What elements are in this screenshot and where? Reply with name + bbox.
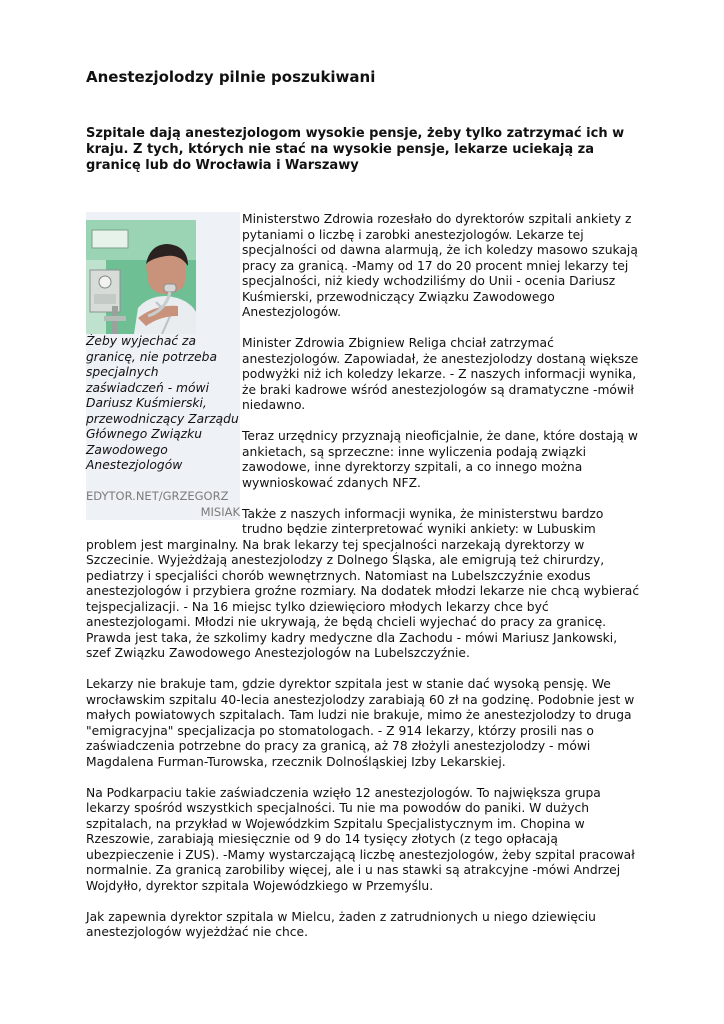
photo-credit <box>86 489 240 520</box>
anesthesiologist-photo-icon <box>86 220 196 334</box>
article-body <box>86 212 644 956</box>
photo-box <box>86 212 240 520</box>
article-lead: Szpitale dają anestezjologom wysokie pensje, żeby tylko zatrzymać ich w kraju. Z tych, których nie stać na wysokie pensje, lekarze uciekają za granicę lub do Wrocławia i Warszawy <box>86 126 625 173</box>
paragraph-5: Lekarzy nie brakuje tam, gdzie dyrektor szpitala jest w stanie dać wysoką pensję. We wrocławskim szpitalu 40-lecia anestezjolodzy zarabiają 60 zł na godzinę. Podobnie jest w małych powiatowych szpitalach. Tam ludzi nie brakuje, mimo że anestezjolodzy to druga "emigracyjna" specjalizacja po stomatologach. - Z 914 lekarzy, którzy prosili nas o zaświadczenia potrzebne do pracy za granicą, aż 78 złożyli anestezjolodzy - mówi Magdalena Furman-Turowska, rzecznik Dolnośląskiej Izby Lekarskiej. <box>86 677 635 769</box>
paragraph-2: Minister Zdrowia Zbigniew Religa chciał zatrzymać anestezjologów. Zapowiadał, że anestezjolodzy dostaną większe podwyżki niż ich koledzy lekarze. - Z naszych informacji wynika, że braki kadrowe wśród anestezjologów są dramatyczne -mówił niedawno. <box>242 336 639 412</box>
paragraph-3: Teraz urzędnicy przyznają nieoficjalnie, że dane, które dostają w ankietach, są sprzeczne: inne wyliczenia podają związki zawodowe, inne dyrektorzy szpitali, a co innego można wywnioskować zdanych NFZ. <box>242 429 638 490</box>
article-photo <box>86 220 196 334</box>
photo-credit-line-2: MISIAK <box>200 504 240 519</box>
photo-credit-line-1: EDYTOR.NET/GRZEGORZ <box>86 489 229 503</box>
paragraph-4: Także z naszych informacji wynika, że ministerstwu bardzo trudno będzie zinterpretować wyniki ankiety: w Lubuskim problem jest marginalny. Na brak lekarzy tej specjalności narzekają dyrektorzy w Szczecinie. Wyjeżdżają anestezjolodzy z Dolnego Śląska, ale emigrują też chirurdzy, pediatrzy i specjaliści chorób wewnętrznych. Natomiast na Lubelszczyźnie exodus anestezjologów i przybiera groźne rozmiary. Na dodatek młodzi lekarze nie chcą wybierać tejspecjalizacji. - Na 16 miejsc tylko dziewięcioro młodych lekarzy chce być anestezjologami. Młodzi nie ukrywają, że będą chcieli wyjechać do pracy za granicę. Prawda jest taka, że szkolimy kadry medyczne dla Zachodu - mówi Mariusz Jankowski, szef Związku Zawodowego Anestezjologów na Lubelszczyźnie. <box>86 506 640 660</box>
paragraph-1: Ministerstwo Zdrowia rozesłało do dyrektorów szpitali ankiety z pytaniami o liczbę i zarobki anestezjologów. Lekarze tej specjalności od dawna alarmują, że ich koledzy masowo szukają pracy za granicą. -Mamy od 17 do 20 procent mniej lekarzy tej specjalności, niż kiedy wchodziliśmy do Unii - ocenia Dariusz Kuśmierski, przewodniczący Związku Zawodowego Anestezjologów. <box>242 212 638 319</box>
paragraph-6: Na Podkarpaciu takie zaświadczenia wzięło 12 anestezjologów. To największa grupa lekarzy spośród wszystkich specjalności. Tu nie ma powodów do paniki. W dużych szpitalach, na przykład w Wojewódzkim Szpitalu Specjalistycznym im. Chopina w Rzeszowie, zarabiają miesięcznie od 9 do 14 tysięcy złotych (z tego opłacają ubezpieczenie i ZUS). -Mamy wystarczającą liczbę anestezjologów, żeby szpital pracował normalnie. Za granicą zarobiliby więcej, ale i u nas stawki są atrakcyjne -mówi Andrzej Wojdyłło, dyrektor szpitala Wojewódzkiego w Przemyślu. <box>86 785 635 893</box>
paragraph-7: Jak zapewnia dyrektor szpitala w Mielcu, żaden z zatrudnionych u niego dziewięciu anestezjologów wyjeżdżać nie chce. <box>86 909 596 939</box>
article-title: Anestezjolodzy pilnie poszukiwani <box>86 68 376 86</box>
photo-caption: Żeby wyjechać za granicę, nie potrzeba specjalnych zaświadczeń - mówi Dariusz Kuśmierski, przewodniczący Zarządu Głównego Związku Zawodowego Anestezjologów <box>86 334 239 472</box>
